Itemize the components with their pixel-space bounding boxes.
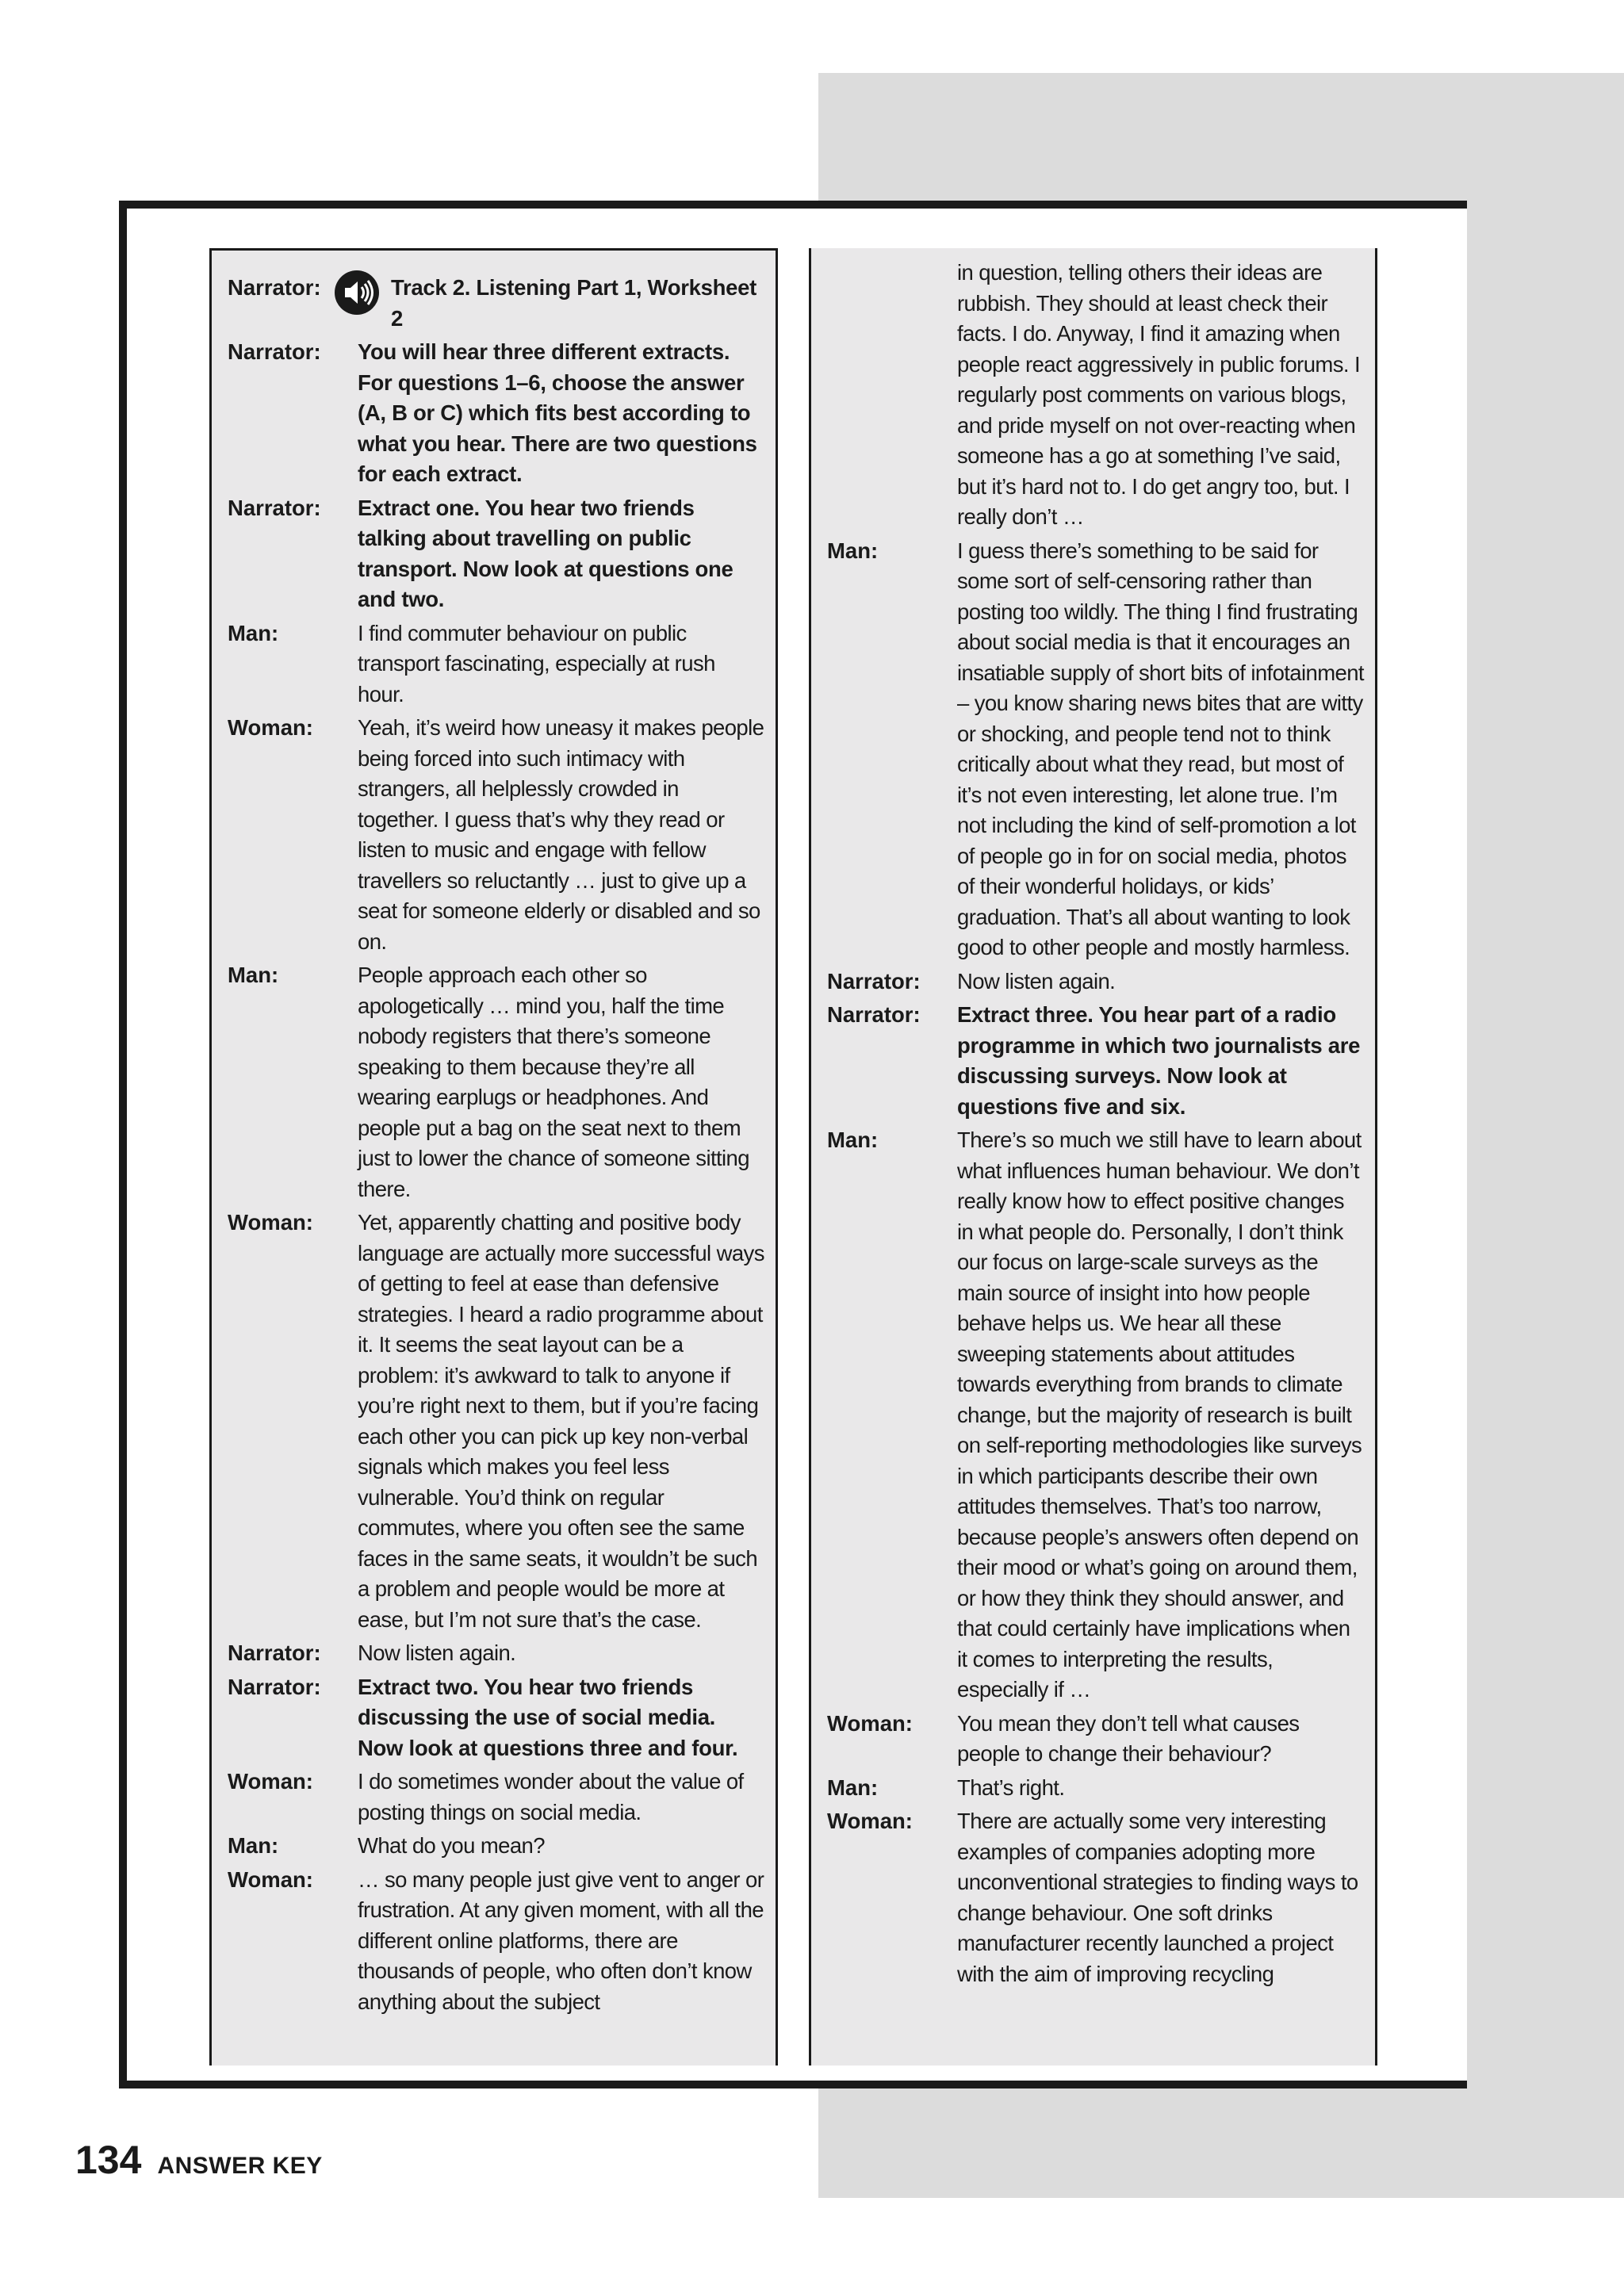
- speaker-label: Woman:: [228, 1866, 313, 1892]
- speech-text: Track 2. Listening Part 1, Worksheet 2: [391, 275, 756, 331]
- transcript-turn: [228, 1831, 764, 1862]
- speech-text: I guess there’s something to be said for some sort of self-censoring rather than posting too wildly. The thing I find frustrating about social media is that it encourages an insatiable supply of short bits of infotainment – you know sharing news bites that are witty or shocking, and people tend not to think critically about what they read, but most of it’s not even interesting, let alone true. I’m not including the kind of self-promotion a lot of people go in for on social media, photos of their wonderful holidays, or kids’ graduation. That’s all about wanting to look good to other people and mostly harmless.: [957, 538, 1364, 959]
- speaker-label: Man:: [228, 963, 279, 987]
- speaker-label: Woman:: [228, 1769, 313, 1794]
- speech-text: Now listen again.: [358, 1641, 516, 1665]
- transcript-turn: [228, 1767, 764, 1828]
- speech-text: … so many people just give vent to anger or frustration. At any given moment, with all the different online platforms, there are thousands of people, who often don’t know anything about the subject: [358, 1866, 764, 2014]
- speech-text: I do sometimes wonder about the value of posting things on social media.: [358, 1769, 744, 1824]
- speech-text: Extract three. You hear part of a radio programme in which two journalists are discussing surveys. Now look at questions five and six.: [957, 1002, 1361, 1119]
- speaker-label: Man:: [827, 1128, 879, 1152]
- section-title: ANSWER KEY: [157, 2153, 323, 2179]
- transcript-turn: [228, 1638, 764, 1669]
- transcript-turn: [228, 960, 764, 1204]
- speech-text: You mean they don’t tell what causes people to change their behaviour?: [957, 1710, 1300, 1766]
- speaker-label: Woman:: [228, 715, 313, 740]
- speech-text: People approach each other so apologetically … mind you, half the time nobody registers that there’s someone speaking to them because they’re all wearing earplugs or headphones. And people put a bag on the seat next to them just to lower the chance of someone sitting there.: [358, 963, 749, 1201]
- transcript-column-left: [209, 248, 778, 2066]
- speaker-label: [827, 258, 957, 533]
- transcript-turn: [228, 1208, 764, 1635]
- track-heading: [339, 273, 764, 334]
- speaker-label: Man:: [827, 1775, 879, 1800]
- transcript-turn: [228, 618, 764, 710]
- speaker-label: Man:: [827, 538, 879, 563]
- transcript-turn: [228, 337, 764, 490]
- speaker-label: Woman:: [827, 1710, 913, 1736]
- transcript-turn: [827, 1806, 1364, 1989]
- speech-text: There are actually some very interesting examples of companies adopting more unconventional strategies to finding ways to change behaviour. One soft drinks manufacturer recently launched a project with the aim of improving recycling: [957, 1809, 1358, 1986]
- speech-text: That’s right.: [957, 1775, 1065, 1800]
- transcript-turn: [228, 1672, 764, 1764]
- page-footer: [75, 2137, 323, 2183]
- page-number: 134: [75, 2138, 142, 2182]
- speech-text: I find commuter behaviour on public transport fascinating, especially at rush hour.: [358, 620, 715, 706]
- transcript-turn: [228, 273, 764, 334]
- speech-text: Extract two. You hear two friends discussing the use of social media. Now look at questions three and four.: [358, 1674, 738, 1760]
- transcript-turn: [827, 536, 1364, 963]
- speech-text: You will hear three different extracts. For questions 1–6, choose the answer (A, B or C) which fits best according to what you hear. There are two questions for each extract.: [358, 339, 757, 486]
- transcript-turn: [228, 1865, 764, 2018]
- transcript-turn: [827, 1000, 1364, 1122]
- speech-text: Extract one. You hear two friends talking about travelling on public transport. Now look at questions one and two.: [358, 495, 733, 611]
- speech-text: There’s so much we still have to learn about what influences human behaviour. We don’t really know how to effect positive changes in what people do. Personally, I don’t think our focus on large-scale surveys as the main source of insight into how people behave helps us. We hear all these sweeping statements about attitudes towards everything from brands to climate change, but the majority of research is built on self-reporting methodologies like surveys in which participants describe their own attitudes themselves. That’s too narrow, because people’s answers often depend on their mood or what’s going on around them, or how they think they should answer, and that could certainly have implications when it comes to interpreting the results, especially if …: [957, 1128, 1362, 1702]
- speaker-label: Narrator:: [827, 1002, 921, 1027]
- transcript-column-right: [809, 248, 1377, 2066]
- speech-text: Now listen again.: [957, 968, 1116, 994]
- speaker-label: Narrator:: [228, 1641, 321, 1665]
- transcript-turn: [228, 493, 764, 615]
- speaker-label: Man:: [228, 1833, 279, 1858]
- speaker-label: Narrator:: [228, 495, 321, 520]
- speech-text: in question, telling others their ideas are rubbish. They should at least check their facts. I do. Anyway, I find it amazing when people react aggressively in public forums. I regularly post comments on various blogs, and pride myself on not over-reacting when someone has a go at something I’ve said, but it’s hard not to. I do get angry too, but. I really don’t …: [957, 260, 1360, 529]
- speaker-label: Narrator:: [827, 968, 921, 994]
- speaker-label: Woman:: [827, 1809, 913, 1833]
- speech-text: Yet, apparently chatting and positive body language are actually more successful ways of getting to feel at ease than defensive strategies. I heard a radio programme about it. It seems the seat layout can be a problem: it’s awkward to talk to anyone if you’re right next to them, but if you’re facing each other you can pick up key non-verbal signals which makes you feel less vulnerable. You’d think on regular commutes, where you often see the same faces in the same seats, it wouldn’t be such a problem and people would be more at ease, but I’m not sure that’s the case.: [358, 1210, 764, 1632]
- transcript-turn: [827, 1709, 1364, 1770]
- speaker-label: Man:: [228, 620, 279, 645]
- transcript-turn: [827, 1125, 1364, 1706]
- speaker-label: Narrator:: [228, 339, 321, 364]
- speech-text: Yeah, it’s weird how uneasy it makes people being forced into such intimacy with strangers, all helplessly crowded in together. I guess that’s why they read or listen to music and engage with fellow travellers so reluctantly … just to give up a seat for someone elderly or disabled and so on.: [358, 715, 764, 954]
- audio-speaker-icon: [334, 270, 380, 316]
- transcript-turn: [827, 1773, 1364, 1804]
- speaker-label: Narrator:: [228, 1674, 321, 1699]
- transcript-turn: [228, 713, 764, 957]
- speaker-label: Woman:: [228, 1210, 313, 1235]
- transcript-turn: [827, 258, 1364, 533]
- speaker-label: Narrator:: [228, 275, 321, 300]
- speech-text: What do you mean?: [358, 1833, 545, 1858]
- transcript-turn: [827, 967, 1364, 997]
